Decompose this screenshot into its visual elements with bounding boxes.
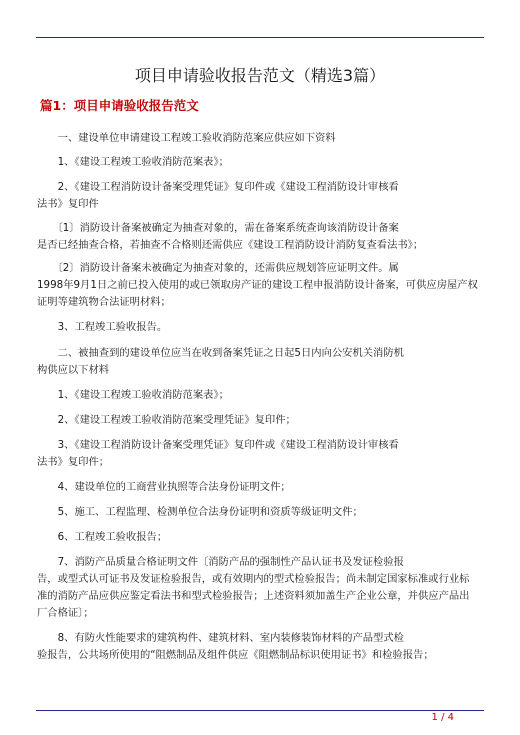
paragraph-line: 4、建设单位的工商营业执照等合法身份证明文件； (37, 481, 291, 493)
paragraph-line: 〔1〕消防设计备案被确定为抽查对象的，需在备案系统查询该消防设计备案 (37, 222, 399, 234)
paragraph-line: 告，或型式认可证书及发证检验报告，或有效期内的型式检验报告；尚未制定国家标准或行业标 (37, 573, 470, 585)
footer-rule (36, 710, 484, 711)
paragraph-line: 二、被抽查到的建设单位应当在收到备案凭证之日起5日内向公安机关消防机 (37, 347, 404, 359)
paragraph-line: 1、《建设工程竣工验收消防范案表》； (37, 389, 229, 401)
paragraph-line: 8、有防火性能要求的建筑构件、建筑材料、室内装修装饰材料的产品型式检 (37, 632, 404, 644)
paragraph-line: 是否已经抽查合格，若抽查不合格则还需供应《建设工程消防设计消防复查看法书》； (37, 239, 424, 251)
paragraph-line: 3、工程竣工验收报告。 (37, 321, 168, 333)
paragraph-line: 验报告，公共场所使用的“阻燃制品及组件供应《阻燃制品标识使用证书》和检验报告； (37, 649, 434, 661)
paragraph-line: 7、消防产品质量合格证明文件〔消防产品的强制性产品认证书及发证检验报 (37, 556, 404, 568)
paragraph-line: 3、《建设工程消防设计备案受理凭证》复印件或《建设工程消防设计审核看 (37, 439, 399, 451)
paragraph-line: 2、《建设工程消防设计备案受理凭证》复印件或《建设工程消防设计审核看 (37, 181, 399, 193)
paragraph-line: 1、《建设工程竣工验收消防范案表》； (37, 156, 229, 168)
paragraph-line: 1998年9月1日之前已投入使用的或已领取房产证的建设工程申报消防设计备案，可供应房屋产权 (37, 279, 478, 291)
paragraph-line: 厂合格证〕； (37, 607, 94, 619)
paragraph-line: 一、建设单位申请建设工程竣工验收消防范案应供应如下资料 (37, 132, 336, 144)
document-title: 项目申请验收报告范文（精选3篇） (134, 66, 386, 85)
paragraph-line: 证明等建筑物合法证明材料； (37, 296, 171, 308)
paragraph-line: 准的消防产品应供应鉴定看法书和型式检验报告；上述资料须加盖生产企业公章，并供应产品出 (37, 590, 470, 602)
header-rule (36, 37, 484, 38)
paragraph-line: 法书》复印件； (37, 456, 110, 468)
paragraph-line: 构供应以下材料 (37, 364, 110, 376)
paragraph-line: 2、《建设工程竣工验收消防范案受理凭证》复印件； (37, 414, 296, 426)
page-indicator: 1 / 4 (431, 712, 454, 723)
paragraph-line: 法书》复印件 (37, 198, 99, 210)
paragraph-line: 〔2〕消防设计备案未被确定为抽查对象的，还需供应规划答应证明文件。属 (37, 262, 399, 274)
section-heading: 篇1：项目申请验收报告范文 (40, 98, 199, 113)
paragraph-line: 6、工程竣工验收报告； (37, 531, 168, 543)
paragraph-line: 5、施工、工程监理、检测单位合法身份证明和资质等级证明文件； (37, 506, 363, 518)
